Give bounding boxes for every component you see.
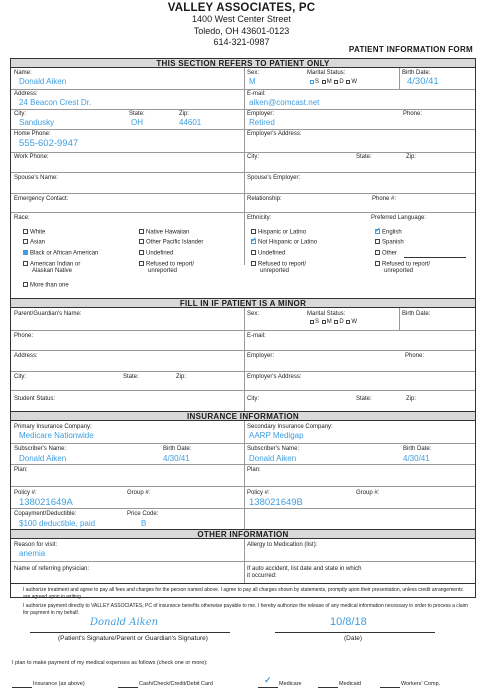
patient-zip-field[interactable]: 44601 (179, 118, 202, 127)
reason-field[interactable]: anemia (19, 549, 46, 558)
secondary-insurance-field[interactable]: AARP Medigap (249, 431, 304, 440)
emergency-contact-label: Emergency Contact: (14, 196, 69, 202)
guardian-sex-label: Sex: (247, 311, 260, 317)
patient-employer-phone-label: Phone: (403, 111, 423, 117)
guardian-marital-label: Marital Status: (307, 311, 346, 317)
section-patient: THIS SECTION REFERS TO PATIENT ONLY (11, 58, 475, 68)
patient-employer-label: Employer: (247, 111, 275, 117)
patient-sex-label: Sex: (247, 70, 260, 76)
ethnicity-not-hispanic[interactable]: Not Hispanic or Latino (251, 239, 317, 247)
patient-city-label: City: (14, 111, 26, 117)
auto-accident-label-2: it occurred: (247, 573, 277, 579)
payment-medicare[interactable]: Medicare (279, 681, 302, 687)
patient-marital-label: Marital Status: (307, 70, 346, 76)
guardian-marital-options[interactable]: S M D W (309, 319, 357, 326)
patient-name-label: Name: (14, 70, 32, 76)
referring-label: Name of referring physician: (14, 566, 90, 572)
form-title: PATIENT INFORMATION FORM (348, 45, 473, 54)
subscriber-name-label: Subscriber's Name: (14, 446, 67, 452)
patient-email-field[interactable]: aiken@comcast.net (249, 98, 320, 107)
patient-zip2-label: Zip: (406, 154, 417, 160)
practice-header (0, 0, 483, 49)
patient-birth-label: Birth Date: (402, 70, 431, 76)
policy2-label: Policy #: (247, 490, 270, 496)
guardian-zip-label: Zip: (176, 374, 187, 380)
allergy-label: Allergy to Medication (list): (247, 542, 318, 548)
copay-label: Copayment/Deductible: (14, 511, 77, 517)
patient-address-field[interactable]: 24 Beacon Crest Dr. (19, 98, 92, 107)
guardian-state2-label: State: (356, 396, 372, 402)
race-american-indian[interactable]: American Indian or (23, 261, 80, 269)
spouse-name-label: Spouse's Name: (14, 175, 58, 181)
patient-name-field[interactable]: Donald Aiken (19, 77, 67, 86)
authorization-text-2: I authorize payment directly to VALLEY ASSOCIATES, PC of insurance benefits otherwise payable to me. I hereby authorize the release of any medical information necessary in order to process a claim for payment in my behalf. (23, 603, 468, 616)
subscriber2-name-field[interactable]: Donald Aiken (249, 454, 297, 463)
section-insurance: INSURANCE INFORMATION (11, 411, 475, 421)
patient-state-label: State: (129, 111, 145, 117)
guardian-employer-phone-label: Phone: (405, 353, 425, 359)
language-unreported: unreported (384, 268, 414, 274)
signature-caption: (Patient's Signature/Parent or Guardian's Signature) (58, 635, 208, 642)
patient-sex-field[interactable]: M (249, 77, 256, 86)
ethnicity-undefined[interactable]: Undefined (251, 250, 285, 258)
primary-insurance-label: Primary Insurance Company: (14, 424, 92, 430)
guardian-name-label: Parent/Guardian's Name: (14, 311, 82, 317)
authorization-text-1: I authorize treatment and agree to pay all fees and charges for the person named above. I agree to pay all charges shown by statements, promptly upon their presentation, unless credit arrangements are agreed upon in writing. (23, 587, 463, 600)
guardian-employer-address-label: Employer's Address: (247, 374, 302, 380)
patient-work-phone-label: Work Phone: (14, 154, 49, 160)
patient-email-label: E-mail: (247, 91, 266, 97)
section-other: OTHER INFORMATION (11, 529, 475, 539)
ethnicity-check-mark: ✓ (251, 237, 257, 244)
spouse-employer-label: Spouse's Employer: (247, 175, 301, 181)
guardian-zip2-label: Zip: (406, 396, 417, 402)
race-black[interactable]: Black or African American (23, 250, 98, 258)
race-undefined[interactable]: Undefined (139, 250, 173, 258)
subscriber2-birth-field[interactable]: 4/30/41 (403, 454, 430, 463)
patient-home-phone-label: Home Phone: (14, 131, 51, 137)
policy-field[interactable]: 138021649A (19, 497, 73, 508)
guardian-address-label: Address: (14, 353, 38, 359)
ethnicity-refused[interactable]: Refused to report/ (251, 261, 306, 269)
patient-city-field[interactable]: Sandusky (19, 118, 55, 127)
price-code-label: Price Code: (127, 511, 159, 517)
patient-birth-field[interactable]: 4/30/41 (407, 76, 439, 87)
race-unreported: unreported (148, 268, 178, 274)
language-spanish[interactable]: Spanish (375, 239, 404, 247)
payment-workers-comp[interactable]: Workers' Comp. (401, 681, 441, 687)
guardian-birth-label: Birth Date: (402, 311, 431, 317)
language-other[interactable]: Other (375, 250, 397, 258)
guardian-phone-label: Phone: (14, 333, 34, 339)
subscriber2-birth-label: Birth Date: (403, 446, 432, 452)
race-more-than-one[interactable]: More than one (23, 282, 69, 290)
group-label: Group #: (127, 490, 151, 496)
group2-label: Group #: (356, 490, 380, 496)
language-refused[interactable]: Refused to report/ (375, 261, 430, 269)
patient-zip-label: Zip: (179, 111, 190, 117)
emergency-phone-label: Phone #: (372, 196, 397, 202)
subscriber2-name-label: Subscriber's Name: (247, 446, 300, 452)
practice-name: VALLEY ASSOCIATES, PC (167, 2, 316, 14)
race-refused[interactable]: Refused to report/ (139, 261, 194, 269)
practice-phone: 614-321-0987 (213, 37, 270, 47)
subscriber-name-field[interactable]: Donald Aiken (19, 454, 67, 463)
payment-intro: I plan to make payment of my medical expenses as follows (check one or more): (12, 660, 208, 666)
patient-home-phone-field[interactable]: 555-602-9947 (19, 138, 79, 149)
section-minor: FILL IN IF PATIENT IS A MINOR (11, 298, 475, 308)
price-code-field[interactable]: B (141, 519, 147, 528)
race-label: Race: (14, 215, 30, 221)
payment-medicare-check: ✓ (264, 675, 272, 685)
ethnicity-hispanic[interactable]: Hispanic or Latino (251, 229, 306, 237)
student-status-label: Student Status: (14, 396, 56, 402)
signature-date[interactable]: 10/8/18 (330, 616, 367, 628)
guardian-email-label: E-mail: (247, 333, 266, 339)
race-alaskan-native: Alaskan Native (32, 268, 73, 274)
patient-state-field[interactable]: OH (131, 118, 143, 127)
date-caption: (Date) (344, 635, 363, 642)
practice-street: 1400 West Center Street (192, 14, 291, 24)
auto-accident-label-1: If auto accident, list date and state in which (247, 566, 362, 572)
payment-insurance[interactable]: Insurance (as above) (33, 681, 85, 687)
patient-address-label: Address: (14, 91, 38, 97)
guardian-city2-label: City: (247, 396, 259, 402)
subscriber-birth-label: Birth Date: (163, 446, 192, 452)
primary-insurance-field[interactable]: Medicare Nationwide (19, 431, 94, 440)
race-native-hawaiian[interactable]: Native Hawaiian (139, 229, 189, 237)
payment-cash[interactable]: Cash/Check/Credit/Debit Card (139, 681, 213, 687)
payment-medicaid[interactable]: Medicaid (339, 681, 362, 687)
patient-marital-options[interactable]: S M D W (309, 79, 357, 86)
ethnicity-unreported: unreported (260, 268, 290, 274)
guardian-city-label: City: (14, 374, 26, 380)
language-label: Preferred Language: (371, 215, 427, 221)
copay-field[interactable]: $100 deductible, paid (19, 519, 96, 528)
secondary-insurance-label: Secondary Insurance Company: (247, 424, 333, 430)
form-frame (10, 58, 476, 616)
policy2-field[interactable]: 138021649B (249, 497, 303, 508)
patient-signature[interactable]: Donald Aiken (90, 617, 159, 628)
subscriber-birth-field[interactable]: 4/30/41 (163, 454, 190, 463)
race-pacific-islander[interactable]: Other Pacific Islander (139, 239, 203, 247)
practice-city: Toledo, OH 43601-0123 (193, 25, 290, 36)
ethnicity-label: Ethnicity: (247, 215, 272, 221)
relationship-label: Relationship: (247, 196, 282, 202)
patient-employer-field[interactable]: Retired (249, 118, 275, 127)
guardian-employer-label: Employer: (247, 353, 275, 359)
guardian-state-label: State: (123, 374, 139, 380)
policy-label: Policy #: (14, 490, 37, 496)
patient-state2-label: State: (356, 154, 372, 160)
race-asian[interactable]: Asian (23, 239, 45, 247)
patient-employer-address-label: Employer's Address: (247, 131, 302, 137)
language-english[interactable]: English (375, 229, 402, 237)
plan2-label: Plan: (247, 467, 261, 473)
language-check-mark: ✓ (375, 227, 381, 234)
race-white[interactable]: White (23, 229, 45, 237)
reason-label: Reason for visit: (14, 542, 58, 548)
patient-city2-label: City: (247, 154, 259, 160)
plan-label: Plan: (14, 467, 28, 473)
